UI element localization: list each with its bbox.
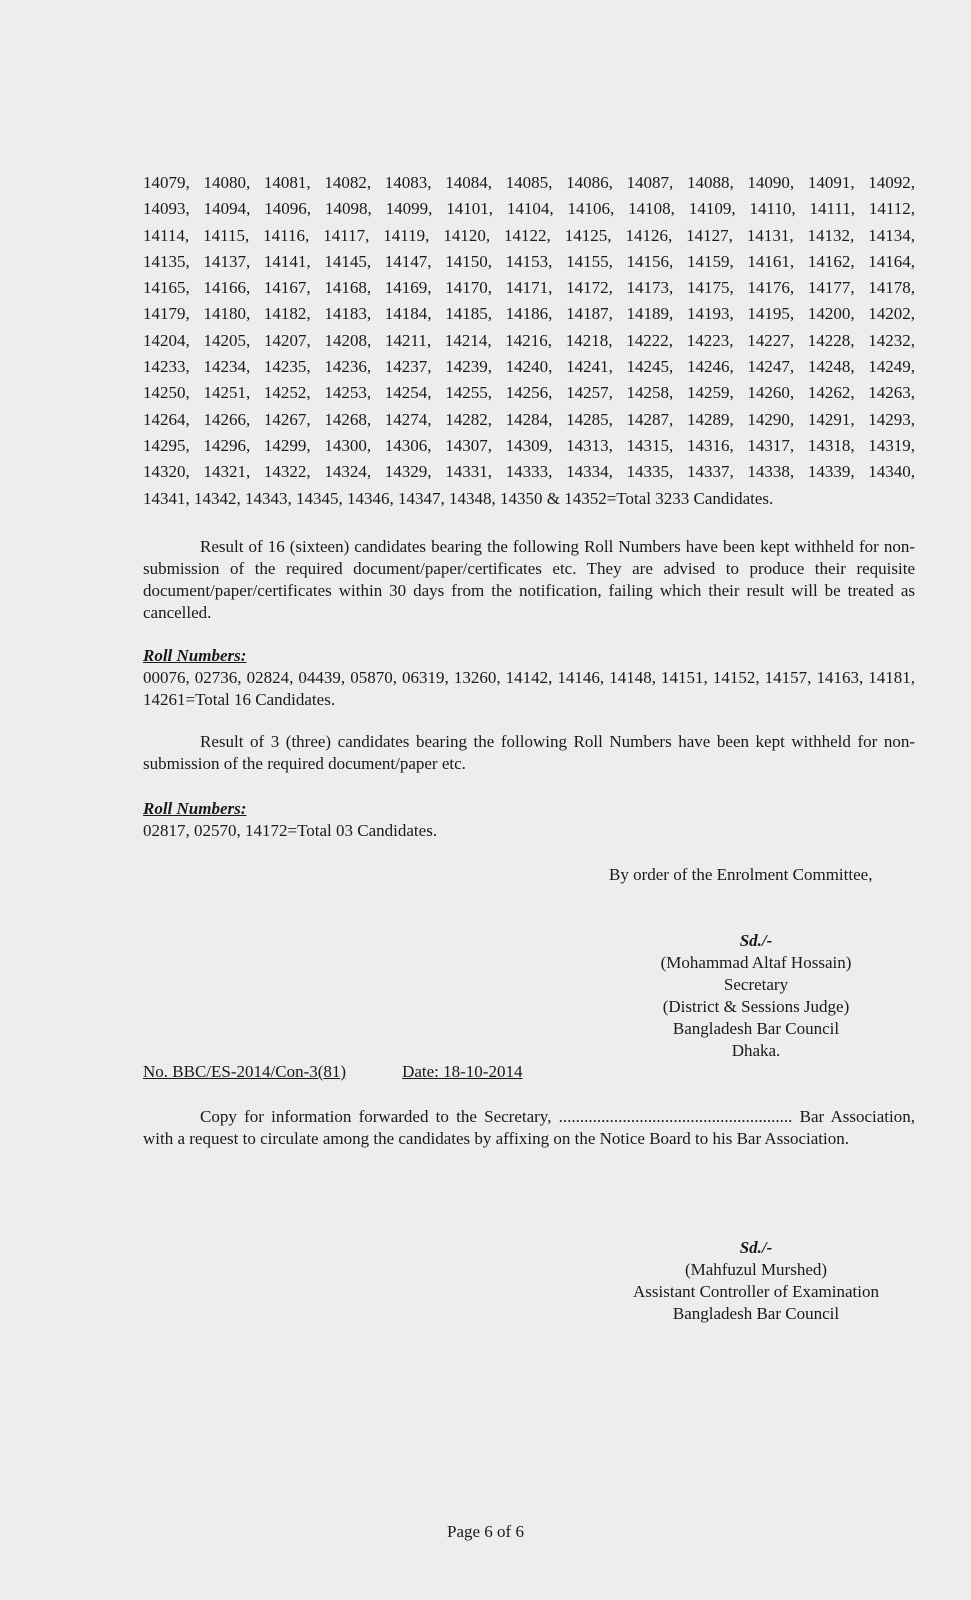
signature-block-secretary [606, 930, 906, 1062]
roll-line: 14135, 14137, 14141, 14145, 14147, 14150, 14153, 14155, 14156, 14159, 14161, 14162, 14164, [143, 251, 915, 271]
signature-mark: Sd./- [739, 1238, 773, 1257]
signatory-organization: Bangladesh Bar Council [672, 1019, 840, 1038]
roll-line: 14204, 14205, 14207, 14208, 14211, 14214, 14216, 14218, 14222, 14223, 14227, 14228, 14232, [143, 330, 915, 350]
signatory-title: Secretary [723, 975, 789, 994]
roll-line: 14079, 14080, 14081, 14082, 14083, 14084, 14085, 14086, 14087, 14088, 14090, 14091, 14092, [143, 173, 915, 192]
signatory-place: Dhaka. [731, 1041, 781, 1060]
withheld-16-numbers: 00076, 02736, 02824, 04439, 05870, 06319, 13260, 14142, 14146, 14148, 14151, 14152, 14157, 14163, 14181, 14261=Total 16 Candidates. [143, 668, 915, 709]
roll-numbers-heading: Roll Numbers: [143, 646, 247, 665]
withheld-3-paragraph [143, 731, 915, 775]
copy-paragraph [143, 1106, 915, 1150]
withheld-16-text: Result of 16 (sixteen) candidates bearing the following Roll Numbers have been kept withheld for non-submission of the required document/paper/certificates etc. They are advised to produce their requisite document/paper/certificates within 30 days from the notification, failing which their result will be treated as cancelled. [143, 537, 915, 622]
signature-block-controller [606, 1237, 906, 1325]
withheld-3-text: Result of 3 (three) candidates bearing the following Roll Numbers have been kept withheld for non-submission of the required document/paper etc. [143, 732, 915, 773]
roll-line: 14179, 14180, 14182, 14183, 14184, 14185, 14186, 14187, 14189, 14193, 14195, 14200, 14202, [143, 304, 915, 324]
roll-line: 14233, 14234, 14235, 14236, 14237, 14239, 14240, 14241, 14245, 14246, 14247, 14248, 14249, [143, 357, 915, 377]
roll-line: 14165, 14166, 14167, 14168, 14169, 14170, 14171, 14172, 14173, 14175, 14176, 14177, 14178, [143, 278, 915, 298]
signatory-rank: (District & Sessions Judge) [662, 997, 850, 1016]
order-line: By order of the Enrolment Committee, [609, 865, 873, 884]
signatory-name: (Mohammad Altaf Hossain) [660, 953, 852, 972]
reference-number: No. BBC/ES-2014/Con-3(81) [143, 1062, 347, 1081]
reference-line [143, 1061, 522, 1083]
roll-line: 14250, 14251, 14252, 14253, 14254, 14255, 14256, 14257, 14258, 14259, 14260, 14262, 14263, [143, 383, 915, 403]
signatory-name: (Mahfuzul Murshed) [684, 1260, 828, 1279]
roll-line: 14114, 14115, 14116, 14117, 14119, 14120, 14122, 14125, 14126, 14127, 14131, 14132, 14134, [143, 225, 915, 245]
roll-line-total: 14341, 14342, 14343, 14345, 14346, 14347, 14348, 14350 & 14352=Total 3233 Candidates. [143, 488, 774, 508]
withheld-16-paragraph [143, 536, 915, 624]
withheld-3-numbers: 02817, 02570, 14172=Total 03 Candidates. [143, 821, 438, 840]
roll-numbers-heading: Roll Numbers: [143, 799, 247, 818]
signature-mark: Sd./- [739, 931, 773, 950]
signatory-organization: Bangladesh Bar Council [672, 1304, 840, 1323]
reference-date: Date: 18-10-2014 [402, 1062, 523, 1081]
roll-line: 14320, 14321, 14322, 14324, 14329, 14331, 14333, 14334, 14335, 14337, 14338, 14339, 14340, [143, 462, 915, 482]
roll-line: 14295, 14296, 14299, 14300, 14306, 14307, 14309, 14313, 14315, 14316, 14317, 14318, 14319, [143, 435, 915, 455]
roll-number-list [143, 170, 915, 512]
roll-line: 14093, 14094, 14096, 14098, 14099, 14101, 14104, 14106, 14108, 14109, 14110, 14111, 14112, [143, 199, 915, 219]
copy-text: Copy for information forwarded to the Secretary, ....................................................... Bar Association, with a request to circulate among the candidates by affixing on the Notice Board to his Bar Association. [143, 1107, 915, 1148]
roll-line: 14264, 14266, 14267, 14268, 14274, 14282, 14284, 14285, 14287, 14289, 14290, 14291, 14293, [143, 409, 915, 429]
page-number: Page 6 of 6 [447, 1522, 524, 1541]
signatory-title: Assistant Controller of Examination [633, 1282, 879, 1301]
